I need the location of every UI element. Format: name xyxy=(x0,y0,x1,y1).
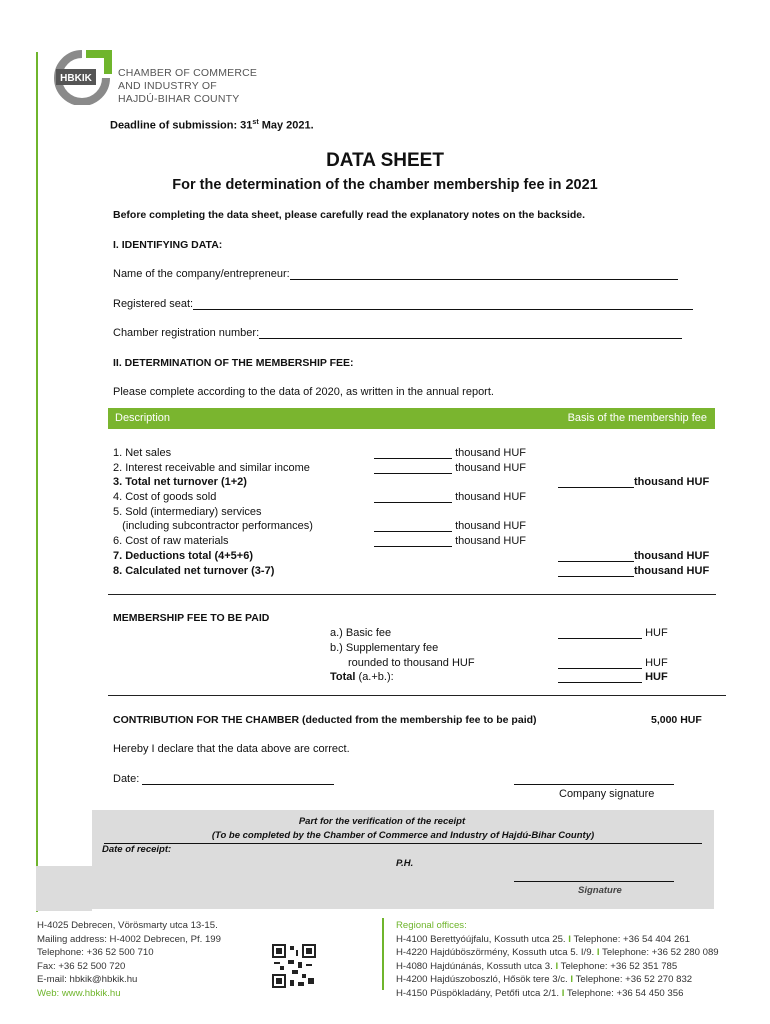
footer-line: Mailing address: H-4002 Debrecen, Pf. 199 xyxy=(37,933,221,945)
qr-code xyxy=(270,942,318,990)
intro-text: Before completing the data sheet, please carefully read the explanatory notes on the backside. xyxy=(113,209,586,221)
regional-office: H-4150 Püspökladány, Petőfi utca 2/1. I Telephone: +36 54 450 356 xyxy=(396,987,684,999)
row-interest: 2. Interest receivable and similar income xyxy=(113,462,310,474)
company-name-field[interactable] xyxy=(113,268,678,280)
section1-heading: I. IDENTIFYING DATA: xyxy=(113,239,223,251)
input-line[interactable] xyxy=(193,309,693,310)
row-cost-goods: 4. Cost of goods sold xyxy=(113,491,217,503)
input-line[interactable] xyxy=(259,338,682,339)
row-calculated-turnover: 8. Calculated net turnover (3-7) xyxy=(113,565,275,577)
registration-number-field[interactable] xyxy=(113,327,682,339)
row-raw-materials-input[interactable]: thousand HUF xyxy=(374,535,526,547)
row-deductions-input[interactable]: thousand HUF xyxy=(558,550,709,562)
page-title: DATA SHEET xyxy=(326,150,444,171)
row-total-turnover-input[interactable]: thousand HUF xyxy=(558,476,709,488)
fee-heading: MEMBERSHIP FEE TO BE PAID xyxy=(113,612,270,624)
contribution-value: 5,000 HUF xyxy=(651,714,702,726)
date-field[interactable] xyxy=(113,773,334,785)
row-calculated-turnover-input[interactable]: thousand HUF xyxy=(558,565,709,577)
receipt-date-label: Date of receipt: xyxy=(102,844,172,855)
row-cost-goods-input[interactable]: thousand HUF xyxy=(374,491,526,503)
table-header-bar xyxy=(108,408,715,429)
receipt-divider xyxy=(104,843,702,844)
divider xyxy=(108,594,716,595)
section2-note: Please complete according to the data of 2020, as written in the annual report. xyxy=(113,386,494,398)
row-net-sales: 1. Net sales xyxy=(113,447,172,459)
deadline xyxy=(110,119,314,132)
footer-line: E-mail: hbkik@hbkik.hu xyxy=(37,974,138,986)
row-net-sales-input[interactable]: thousand HUF xyxy=(374,447,526,459)
ph-label: P.H. xyxy=(396,858,414,869)
row-subcontractor-input[interactable]: thousand HUF xyxy=(374,520,526,532)
deadline-prefix: Deadline of submission: 31 xyxy=(110,119,253,132)
supp-fee-label: b.) Supplementary fee xyxy=(330,642,439,654)
field-label: Registered seat: xyxy=(113,298,194,310)
basic-fee-label: a.) Basic fee xyxy=(330,627,392,639)
org-line: HAJDÚ-BIHAR COUNTY xyxy=(118,93,240,105)
hbkik-logo xyxy=(52,50,112,105)
row-raw-materials: 6. Cost of raw materials xyxy=(113,535,229,547)
rounded-label: rounded to thousand HUF xyxy=(348,657,475,669)
row-interest-input[interactable]: thousand HUF xyxy=(374,462,526,474)
regional-office: H-4080 Hajdúnánás, Kossuth utca 3. I Telephone: +36 52 351 785 xyxy=(396,960,678,972)
basic-fee-input[interactable]: HUF xyxy=(558,627,668,639)
section2-heading: II. DETERMINATION OF THE MEMBERSHIP FEE: xyxy=(113,357,354,369)
footer-regional xyxy=(396,919,719,1001)
deadline-suffix: May 2021. xyxy=(258,119,314,132)
receipt-signature-line[interactable] xyxy=(514,881,674,882)
col-basis: Basis of the membership fee xyxy=(567,412,707,424)
regional-office: H-4100 Berettyóújfalu, Kossuth utca 25. I Telephone: +36 54 404 261 xyxy=(396,933,690,945)
footer-address xyxy=(37,919,221,1001)
input-line[interactable] xyxy=(290,279,678,280)
supp-fee-input[interactable]: HUF xyxy=(558,657,668,669)
receipt-line1: Part for the verification of the receipt xyxy=(298,816,466,827)
org-line: AND INDUSTRY OF xyxy=(118,80,217,92)
date-label: Date: xyxy=(113,773,140,785)
total-label: Total (a.+b.): xyxy=(330,671,394,683)
receipt-side-bar xyxy=(36,866,92,911)
registered-seat-field[interactable] xyxy=(113,298,693,310)
page-subtitle: For the determination of the chamber membership fee in 2021 xyxy=(172,177,598,193)
row-deductions: 7. Deductions total (4+5+6) xyxy=(113,550,253,562)
company-signature-label: Company signature xyxy=(559,788,655,800)
declaration: Hereby I declare that the data above are correct. xyxy=(113,743,350,755)
org-name xyxy=(118,67,257,106)
regional-office: H-4220 Hajdúböszörmény, Kossuth utca 5. I/9. I Telephone: +36 52 280 089 xyxy=(396,947,719,959)
receipt-line2: (To be completed by the Chamber of Commerce and Industry of Hajdú-Bihar County) xyxy=(211,830,595,841)
footer-line: Telephone: +36 52 500 710 xyxy=(37,947,154,959)
row-total-turnover: 3. Total net turnover (1+2) xyxy=(113,476,247,488)
col-description: Description xyxy=(115,412,171,424)
footer-line: Fax: +36 52 500 720 xyxy=(37,960,126,972)
row-subcontractor: (including subcontractor performances) xyxy=(113,520,313,532)
footer-line: H-4025 Debrecen, Vörösmarty utca 13-15. xyxy=(37,920,218,931)
field-label: Name of the company/entrepreneur: xyxy=(113,268,290,280)
company-signature-line[interactable] xyxy=(514,784,674,785)
divider xyxy=(108,695,726,696)
total-input[interactable]: HUF xyxy=(558,671,668,683)
org-line: CHAMBER OF COMMERCE xyxy=(118,67,258,79)
deadline-sup: st xyxy=(252,119,259,126)
regional-title: Regional offices: xyxy=(396,920,467,931)
footer-accent-divider xyxy=(382,918,384,990)
date-input-line[interactable] xyxy=(142,784,334,785)
receipt-signature-label: Signature xyxy=(578,885,622,896)
receipt-box xyxy=(92,810,714,909)
contribution-label: CONTRIBUTION FOR THE CHAMBER (deducted from the membership fee to be paid) xyxy=(113,714,537,726)
field-label: Chamber registration number: xyxy=(113,327,260,339)
regional-office: H-4200 Hajdúszoboszló, Hősök tere 3/c. I Telephone: +36 52 270 832 xyxy=(396,974,693,986)
footer-web-link[interactable]: Web: www.hbkik.hu xyxy=(37,987,121,999)
row-sold-services: 5. Sold (intermediary) services xyxy=(113,506,262,518)
logo-text: HBKIK xyxy=(60,73,92,84)
